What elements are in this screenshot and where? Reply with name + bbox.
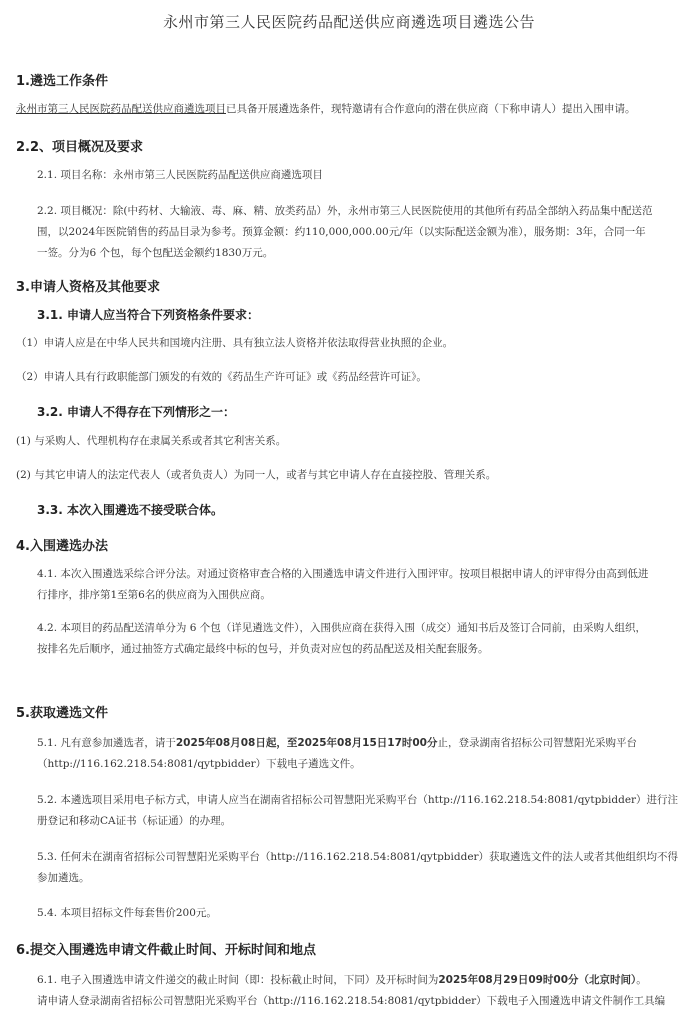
exclusion-2: (2) 与其它申请人的法定代表人（或者负责人）为同一人，或者与其它申请人存在直接控股、管理关系。	[16, 469, 497, 481]
item-4-2	[37, 618, 667, 660]
item-5-1	[37, 733, 667, 775]
subheading-3-2: 3.2. 申请人不得存在下列情形之一：	[37, 405, 235, 419]
item-2-2-line-2: 围，以2024年医院销售的药品目录为参考。预算金额：约110,000,000.00元/年（以实际配送金额为准），服务期：3年，合同一年	[37, 226, 646, 238]
section-6-heading: 6.提交入围遴选申请文件截止时间、开标时间和地点	[16, 943, 316, 958]
section-3-heading: 3.申请人资格及其他要求	[16, 280, 160, 295]
section-1-text	[16, 99, 676, 120]
item-5-2-line-2: 册登记和移动CA证书（标证通）的办理。	[37, 815, 232, 827]
item-5-3-line-2: 参加遴选。	[37, 872, 90, 884]
item-4-1-line-1: 4.1. 本次入围遴选采综合评分法。对通过资格审查合格的入围遴选申请文件进行入围评审。按项目根据申请人的评审得分由高到低进	[37, 568, 649, 580]
item-5-3	[37, 847, 679, 889]
item-5-1-dates: 2025年08月08日起，至2025年08月15日17时00分	[175, 737, 438, 749]
item-6-1-deadline: 2025年08月29日09时00分（北京时间）	[438, 974, 637, 986]
exclusion-1: (1) 与采购人、代理机构存在隶属关系或者其它利害关系。	[16, 435, 287, 447]
item-4-2-line-2: 按排名先后顺序，通过抽签方式确定最终中标的包号，并负责对应包的药品配送及相关配套服务。	[37, 643, 489, 655]
item-5-2-line-1: 5.2. 本遴选项目采用电子标方式，申请人应当在湖南省招标公司智慧阳光采购平台（http://116.162.218.54:8081/qytpbidder）进行注	[37, 794, 679, 806]
subheading-3-3: 3.3. 本次入围遴选不接受联合体。	[37, 503, 223, 517]
section-5-heading: 5.获取遴选文件	[16, 706, 108, 721]
section-1-body: 已具备开展遴选条件，现特邀请有合作意向的潜在供应商（下称申请人）提出入围申请。	[226, 103, 636, 115]
page-title: 永州市第三人民医院药品配送供应商遴选项目遴选公告	[162, 13, 535, 31]
section-2-heading: 2.2、项目概况及要求	[16, 140, 144, 155]
item-6-1-suffix: 。	[636, 974, 647, 986]
item-2-2-line-1: 2.2. 项目概况：除(中药材、大输液、毒、麻、精、放类药品）外，永州市第三人民医院使用的其他所有药品全部纳入药品集中配送范	[37, 205, 653, 217]
requirement-2: （2）申请人具有行政职能部门颁发的有效的《药品生产许可证》或《药品经营许可证》。	[16, 371, 427, 383]
section-1-heading: 1.遴选工作条件	[16, 74, 108, 89]
item-5-3-line-1: 5.3. 任何未在湖南省招标公司智慧阳光采购平台（http://116.162.218.54:8081/qytpbidder）获取遴选文件的法人或者其他组织均不得	[37, 851, 679, 863]
item-6-1-line-2: 请申请人登录湖南省招标公司智慧阳光采购平台（http://116.162.218.54:8081/qytpbidder）下载电子入围遴选申请文件制作工具编	[37, 995, 666, 1007]
item-4-1-line-2: 行排序，排序第1至第6名的供应商为入围供应商。	[37, 589, 271, 601]
requirement-1: （1）申请人应是在中华人民共和国境内注册、具有独立法人资格并依法取得营业执照的企业。	[16, 337, 454, 349]
section-4-heading: 4.入围遴选办法	[16, 539, 108, 554]
item-5-1-line-2: （http://116.162.218.54:8081/qytpbidder）下载电子遴选文件。	[37, 758, 361, 770]
item-2-2-line-3: 一签。分为6 个包，每个包配送金额约1830万元。	[37, 247, 274, 259]
item-2-1: 2.1. 项目名称：永州市第三人民医院药品配送供应商遴选项目	[37, 169, 323, 181]
item-6-1-prefix: 6.1. 电子入围遴选申请文件递交的截止时间（即：投标截止时间，下同）及开标时间为	[37, 974, 439, 986]
item-5-1-suffix: 止，登录湖南省招标公司智慧阳光采购平台	[437, 737, 637, 749]
item-5-2	[37, 790, 679, 832]
item-4-2-line-1: 4.2. 本项目的药品配送清单分为 6 个包（详见遴选文件），入围供应商在获得入围（成交）通知书后及签订合同前，由采购人组织，	[37, 622, 646, 634]
item-5-1-prefix: 5.1. 凡有意参加遴选者，请于	[37, 737, 176, 749]
item-4-1	[37, 564, 667, 606]
item-5-4: 5.4. 本项目招标文件每套售价200元。	[37, 907, 217, 919]
project-link[interactable]: 永州市第三人民医院药品配送供应商遴选项目	[16, 103, 226, 115]
item-2-2	[37, 201, 667, 264]
item-6-1	[37, 970, 667, 1012]
subheading-3-1: 3.1. 申请人应当符合下列资格条件要求：	[37, 308, 259, 322]
